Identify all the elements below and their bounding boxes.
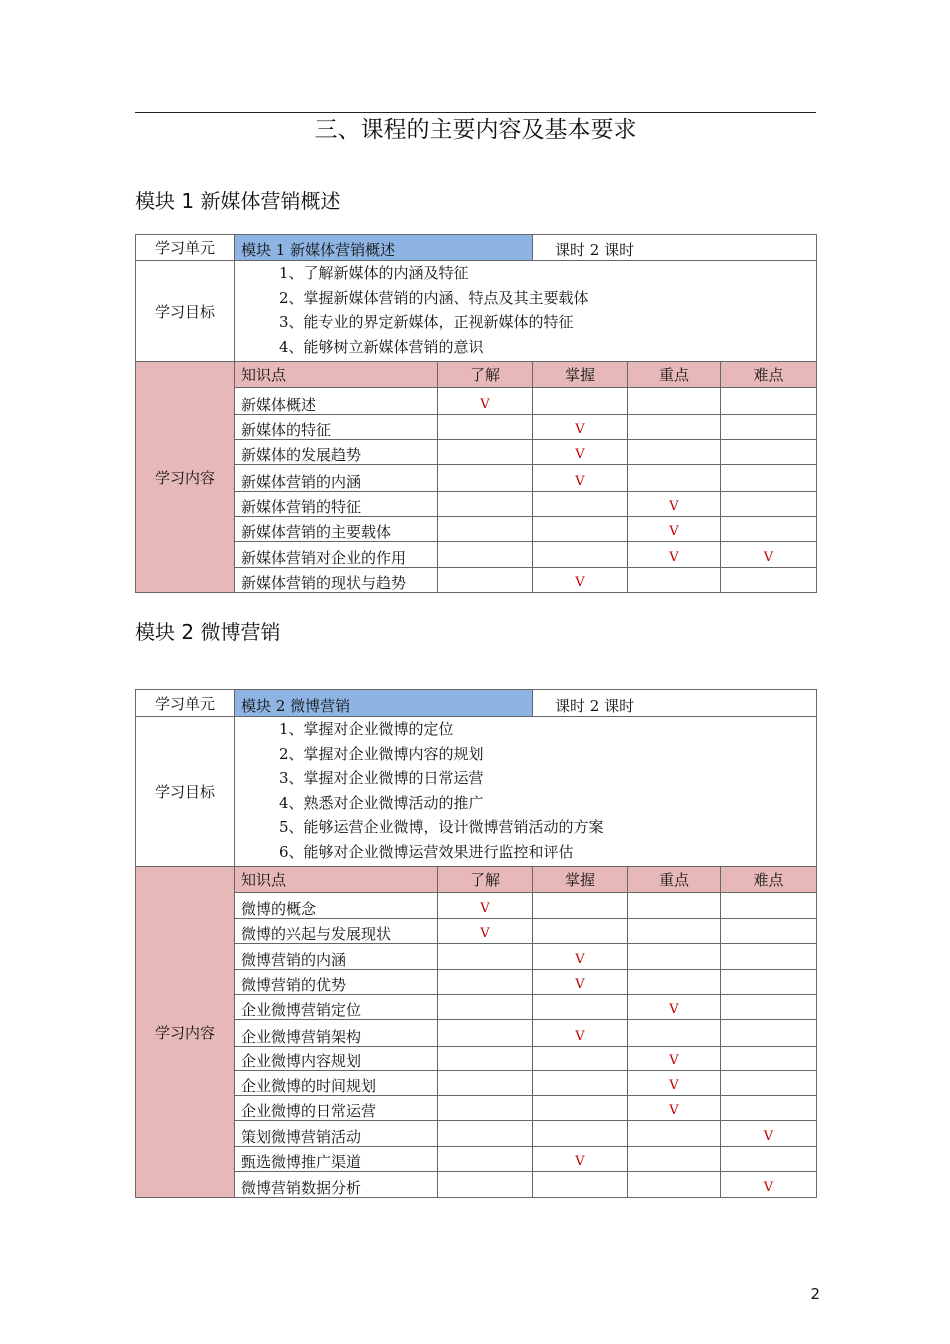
header-level-1: 了解 (438, 867, 533, 893)
header-level-1: 了解 (438, 362, 533, 388)
header-level-4: 难点 (721, 362, 817, 388)
goals-list (235, 261, 817, 362)
header-level-2: 掌握 (533, 362, 628, 388)
table-row (136, 440, 817, 465)
mark-cell (721, 1147, 817, 1172)
knowledge-point: 企业微博的时间规划 (235, 1071, 438, 1096)
mark-cell (533, 388, 628, 415)
mark-cell (438, 995, 533, 1020)
section-title: 三、课程的主要内容及基本要求 (314, 117, 637, 143)
goals-list (235, 717, 817, 867)
module-1-table (135, 234, 817, 593)
mark-cell (721, 1020, 817, 1047)
table-row (136, 970, 817, 995)
table-row (136, 517, 817, 542)
mark-cell (721, 388, 817, 415)
top-rule (135, 112, 816, 113)
unit-name: 模块 2 微博营销 (235, 690, 533, 717)
knowledge-header-row (136, 362, 817, 388)
knowledge-point: 企业微博的日常运营 (235, 1096, 438, 1121)
mark-cell (628, 919, 721, 944)
mark-cell (438, 440, 533, 465)
table-row (136, 1020, 817, 1047)
mark-cell (721, 492, 817, 517)
table-row (136, 388, 817, 415)
knowledge-point: 微博的概念 (235, 893, 438, 919)
mark-cell: V (533, 970, 628, 995)
mark-cell (721, 517, 817, 542)
mark-cell (628, 568, 721, 593)
knowledge-point: 微博的兴起与发展现状 (235, 919, 438, 944)
mark-cell: V (533, 415, 628, 440)
mark-cell (438, 1096, 533, 1121)
knowledge-point: 新媒体营销的现状与趋势 (235, 568, 438, 593)
header-knowledge-point: 知识点 (235, 362, 438, 388)
mark-cell: V (721, 1172, 817, 1198)
mark-cell (533, 1071, 628, 1096)
mark-cell: V (628, 1071, 721, 1096)
mark-cell (438, 492, 533, 517)
table-row (136, 415, 817, 440)
mark-cell: V (628, 1047, 721, 1071)
mark-cell: V (533, 944, 628, 970)
table-row (136, 944, 817, 970)
table-row (136, 1147, 817, 1172)
unit-label: 学习单元 (136, 235, 235, 261)
table-row (136, 919, 817, 944)
knowledge-point: 新媒体的发展趋势 (235, 440, 438, 465)
mark-cell (533, 517, 628, 542)
mark-cell (533, 1121, 628, 1147)
header-level-3: 重点 (628, 867, 721, 893)
content-label: 学习内容 (136, 362, 235, 593)
unit-label: 学习单元 (136, 690, 235, 717)
unit-row (136, 235, 817, 261)
knowledge-header-row (136, 867, 817, 893)
mark-cell (438, 1047, 533, 1071)
mark-cell: V (533, 1020, 628, 1047)
mark-cell (721, 1096, 817, 1121)
mark-cell (628, 465, 721, 492)
mark-cell (721, 970, 817, 995)
mark-cell (628, 1172, 721, 1198)
mark-cell (721, 415, 817, 440)
mark-cell: V (438, 919, 533, 944)
mark-cell: V (628, 492, 721, 517)
mark-cell (721, 919, 817, 944)
knowledge-point: 企业微博营销定位 (235, 995, 438, 1020)
goal-item: 2、掌握新媒体营销的内涵、特点及其主要载体 (279, 288, 589, 307)
mark-cell (721, 893, 817, 919)
mark-cell (438, 415, 533, 440)
knowledge-point: 新媒体营销的主要载体 (235, 517, 438, 542)
table-row (136, 465, 817, 492)
table-row (136, 1071, 817, 1096)
module-1-title: 模块 1 新媒体营销概述 (135, 189, 341, 213)
table-row (136, 1172, 817, 1198)
goal-item: 1、了解新媒体的内涵及特征 (279, 264, 469, 282)
table-row (136, 1047, 817, 1071)
knowledge-point: 企业微博内容规划 (235, 1047, 438, 1071)
mark-cell (533, 492, 628, 517)
mark-cell (438, 1121, 533, 1147)
table-row (136, 893, 817, 919)
mark-cell: V (628, 995, 721, 1020)
goals-label: 学习目标 (136, 261, 235, 362)
mark-cell (721, 995, 817, 1020)
mark-cell (628, 388, 721, 415)
mark-cell: V (628, 517, 721, 542)
mark-cell (438, 1147, 533, 1172)
mark-cell (438, 944, 533, 970)
mark-cell (438, 568, 533, 593)
mark-cell (533, 919, 628, 944)
content-label: 学习内容 (136, 867, 235, 1198)
knowledge-point: 企业微博营销架构 (235, 1020, 438, 1047)
knowledge-point: 新媒体营销的特征 (235, 492, 438, 517)
knowledge-point: 策划微博营销活动 (235, 1121, 438, 1147)
mark-cell (628, 440, 721, 465)
table-row (136, 1096, 817, 1121)
header-level-4: 难点 (721, 867, 817, 893)
mark-cell (533, 995, 628, 1020)
mark-cell (438, 1020, 533, 1047)
goal-item: 3、掌握对企业微博的日常运营 (279, 769, 484, 787)
knowledge-point: 新媒体营销对企业的作用 (235, 542, 438, 568)
goals-label: 学习目标 (136, 717, 235, 867)
mark-cell (533, 1047, 628, 1071)
mark-cell (628, 970, 721, 995)
mark-cell: V (438, 893, 533, 919)
knowledge-point: 新媒体的特征 (235, 415, 438, 440)
mark-cell (721, 944, 817, 970)
module-2-title: 模块 2 微博营销 (135, 620, 281, 644)
knowledge-point: 微博营销的内涵 (235, 944, 438, 970)
mark-cell (628, 1020, 721, 1047)
mark-cell (438, 1172, 533, 1198)
knowledge-point: 微博营销的优势 (235, 970, 438, 995)
mark-cell (438, 517, 533, 542)
mark-cell (438, 970, 533, 995)
mark-cell (628, 893, 721, 919)
mark-cell (721, 1071, 817, 1096)
knowledge-point: 新媒体概述 (235, 388, 438, 415)
mark-cell (721, 465, 817, 492)
mark-cell (533, 893, 628, 919)
mark-cell: V (533, 465, 628, 492)
goal-item: 2、掌握对企业微博内容的规划 (279, 744, 484, 763)
mark-cell (628, 1147, 721, 1172)
goal-item: 4、能够树立新媒体营销的意识 (279, 337, 484, 356)
mark-cell (628, 1121, 721, 1147)
mark-cell (533, 542, 628, 568)
table-row (136, 995, 817, 1020)
knowledge-point: 微博营销数据分析 (235, 1172, 438, 1198)
mark-cell (721, 440, 817, 465)
mark-cell (533, 1096, 628, 1121)
mark-cell: V (721, 1121, 817, 1147)
mark-cell (721, 1047, 817, 1071)
table-row (136, 1121, 817, 1147)
header-level-3: 重点 (628, 362, 721, 388)
mark-cell (721, 568, 817, 593)
mark-cell (628, 944, 721, 970)
goal-item: 1、掌握对企业微博的定位 (279, 720, 454, 738)
knowledge-point: 新媒体营销的内涵 (235, 465, 438, 492)
mark-cell (438, 465, 533, 492)
header-knowledge-point: 知识点 (235, 867, 438, 893)
goal-item: 4、熟悉对企业微博活动的推广 (279, 793, 484, 812)
goals-row (136, 717, 817, 867)
mark-cell: V (533, 1147, 628, 1172)
knowledge-point: 甄选微博推广渠道 (235, 1147, 438, 1172)
goal-item: 5、能够运营企业微博，设计微博营销活动的方案 (279, 818, 604, 836)
table-row (136, 492, 817, 517)
mark-cell: V (438, 388, 533, 415)
header-level-2: 掌握 (533, 867, 628, 893)
mark-cell: V (721, 542, 817, 568)
page-number: 2 (810, 1285, 820, 1303)
goal-item: 3、能专业的界定新媒体，正视新媒体的特征 (279, 313, 574, 331)
unit-name: 模块 1 新媒体营销概述 (235, 235, 533, 261)
table-row (136, 568, 817, 593)
mark-cell (533, 1172, 628, 1198)
goals-row (136, 261, 817, 362)
class-hours: 课时 2 课时 (533, 690, 817, 717)
goal-item: 6、能够对企业微博运营效果进行监控和评估 (279, 842, 574, 861)
mark-cell: V (628, 542, 721, 568)
module-2-table (135, 689, 817, 1198)
mark-cell (628, 415, 721, 440)
table-row (136, 542, 817, 568)
mark-cell (438, 1071, 533, 1096)
mark-cell: V (533, 440, 628, 465)
mark-cell (438, 542, 533, 568)
unit-row (136, 690, 817, 717)
class-hours: 课时 2 课时 (533, 235, 817, 261)
mark-cell: V (628, 1096, 721, 1121)
mark-cell: V (533, 568, 628, 593)
